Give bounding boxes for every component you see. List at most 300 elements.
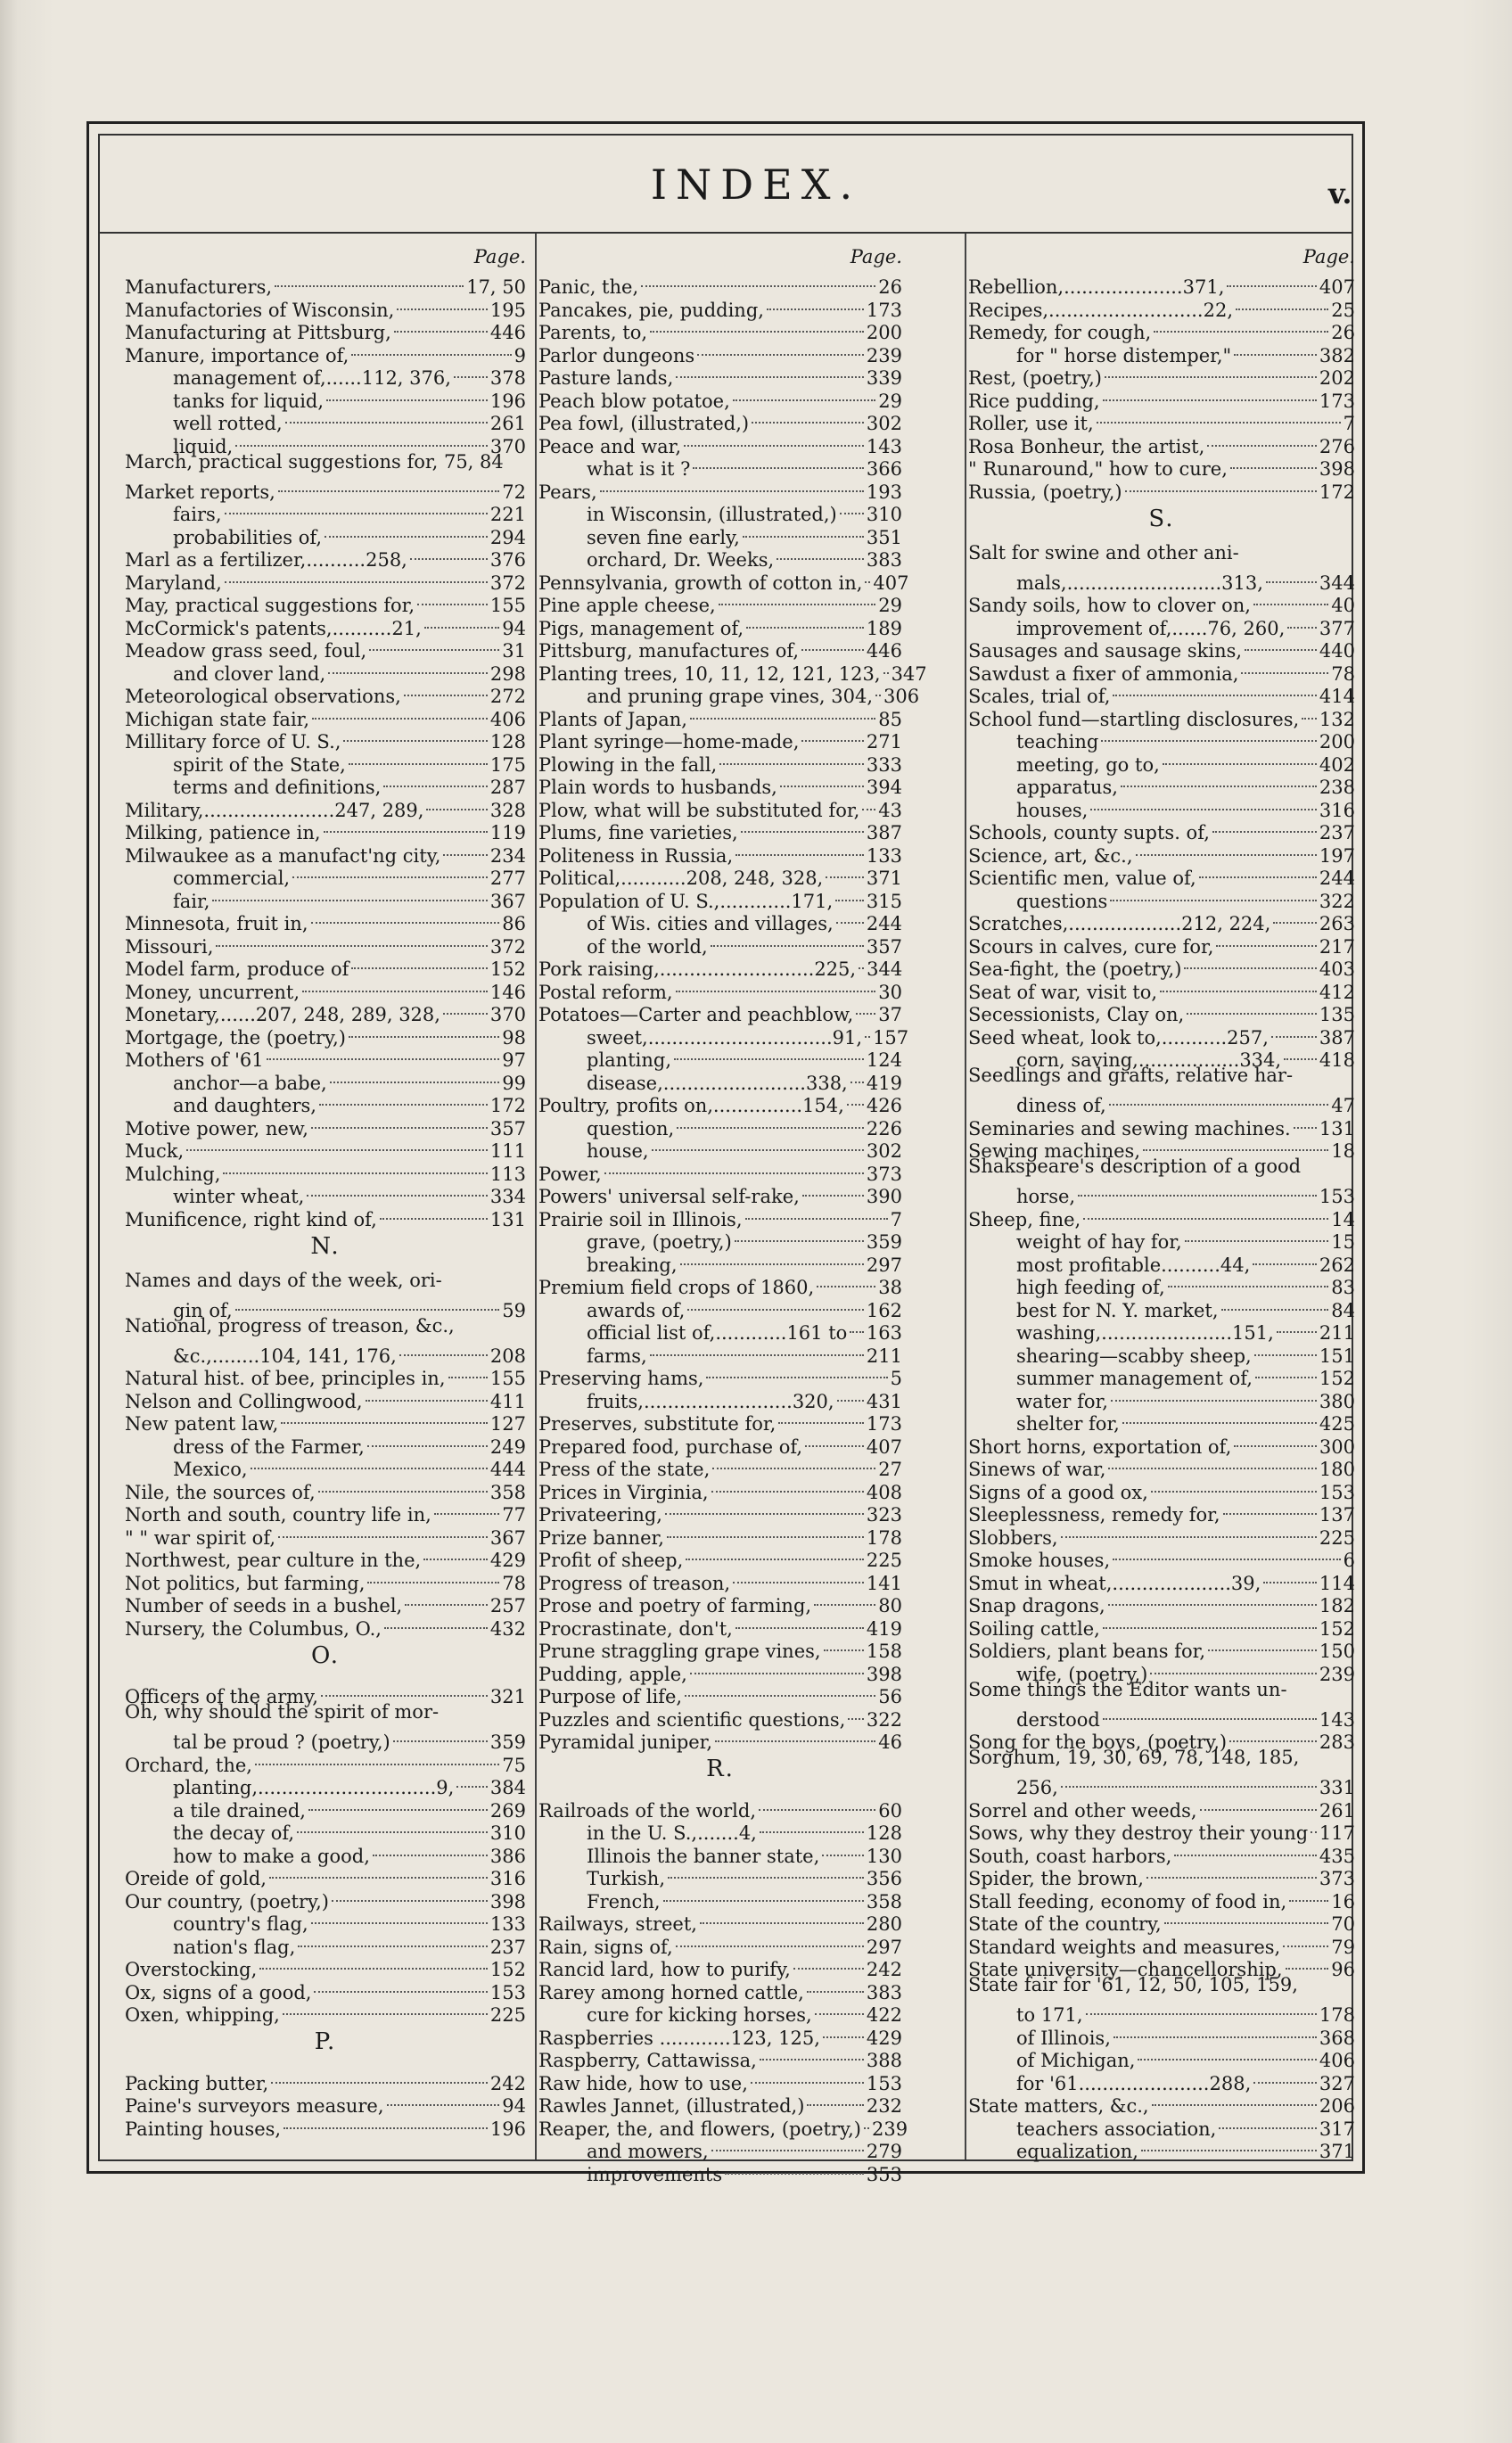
entry-text: Plant syringe—home-made, xyxy=(538,731,800,753)
dot-leader xyxy=(311,900,500,925)
entry-text: Potatoes—Carter and peachblow, xyxy=(538,1004,854,1025)
entry-page: 211 xyxy=(866,1345,902,1367)
entry-text: Seat of war, visit to, xyxy=(968,981,1158,1003)
entry-text: improvements xyxy=(587,2163,723,2185)
dot-leader xyxy=(319,1082,488,1106)
entry-text: to 171, xyxy=(1016,2004,1083,2026)
dot-leader xyxy=(1061,1513,1317,1538)
entry-text: Model farm, produce of xyxy=(125,958,349,980)
entry-text: Milwaukee as a manufact'ng city, xyxy=(125,844,441,867)
dot-leader xyxy=(1187,991,1317,1016)
entry-text: State fair for '61, 12, 50, 105, 159, xyxy=(968,1974,1298,1995)
entry-text: Rain, signs of, xyxy=(538,1936,673,1958)
dot-leader xyxy=(780,763,864,788)
entry-page: 357 xyxy=(866,935,902,958)
entry-text: Pancakes, pie, pudding, xyxy=(538,299,764,321)
entry-page: 261 xyxy=(1319,1799,1355,1822)
entry-page: 137 xyxy=(1319,1504,1355,1526)
entry-page: 297 xyxy=(866,1936,902,1958)
dot-leader xyxy=(883,649,889,674)
dot-leader xyxy=(424,604,500,629)
entry-page: 412 xyxy=(1319,981,1355,1003)
entry-text: Milking, patience in, xyxy=(125,822,321,843)
dot-leader xyxy=(1103,376,1317,401)
dot-leader xyxy=(826,854,864,879)
dot-leader xyxy=(665,1491,864,1516)
entry-text: &c.,........104, 141, 176, xyxy=(173,1345,397,1367)
entry-text: Spider, the brown, xyxy=(968,1868,1144,1889)
dot-leader xyxy=(283,1991,488,2016)
entry-page: 261 xyxy=(489,413,526,434)
entry-text: Pittsburg, manufactures of, xyxy=(538,640,800,662)
entry-text: winter wheat, xyxy=(173,1186,305,1207)
entry-page: 97 xyxy=(502,1049,526,1071)
entry-text: Oxen, whipping, xyxy=(125,2004,280,2026)
entry-page: 238 xyxy=(1319,777,1355,798)
entry-text: a tile drained, xyxy=(173,1799,306,1822)
entry-text: high feeding of, xyxy=(1016,1277,1165,1298)
entry-text: " " war spirit of, xyxy=(125,1526,276,1549)
entry-page: 217 xyxy=(1319,935,1355,958)
entry-text: and daughters, xyxy=(173,1095,316,1116)
entry-text: in Wisconsin, (illustrated,) xyxy=(587,504,837,525)
section-letter: O. xyxy=(310,1641,341,1669)
entry-text: Marl as a fertilizer,..........258, xyxy=(125,549,407,571)
entry-text: of Michigan, xyxy=(1016,2050,1136,2071)
dot-leader xyxy=(373,1831,488,1856)
dot-leader xyxy=(711,2127,864,2152)
entry-text: Sheep, fine, xyxy=(968,1208,1081,1230)
entry-page: 158 xyxy=(866,1641,902,1662)
entry-text: Rest, (poetry,) xyxy=(968,367,1102,389)
dot-leader xyxy=(251,1445,488,1470)
dot-leader xyxy=(667,1513,864,1538)
dot-leader xyxy=(275,263,464,288)
dot-leader xyxy=(212,876,487,901)
entry-page: 344 xyxy=(867,958,903,980)
dot-leader xyxy=(394,308,488,333)
entry-page: 141 xyxy=(866,1572,902,1594)
index-entry xyxy=(125,1292,526,1321)
entry-page: 257 xyxy=(489,1595,526,1616)
entry-text: gin of, xyxy=(173,1299,233,1321)
dot-leader xyxy=(650,1331,864,1356)
entry-text: washing,......................151, xyxy=(1016,1322,1274,1344)
entry-page: 29 xyxy=(878,390,902,412)
dot-leader xyxy=(1263,1559,1317,1583)
dot-leader xyxy=(1154,308,1328,333)
entry-text: Motive power, new, xyxy=(125,1117,308,1139)
entry-page: 429 xyxy=(489,1550,526,1571)
dot-leader xyxy=(269,1855,488,1880)
dot-leader xyxy=(281,1400,488,1425)
entry-page: 99 xyxy=(502,1072,526,1094)
dot-leader xyxy=(307,1172,488,1197)
entry-text: Pasture lands, xyxy=(538,367,674,389)
dot-leader xyxy=(328,649,488,674)
entry-page: 263 xyxy=(1319,913,1355,934)
dot-leader xyxy=(1125,467,1317,492)
dot-leader xyxy=(1174,1831,1317,1856)
entry-page: 425 xyxy=(1319,1413,1355,1435)
dot-leader xyxy=(835,876,864,901)
entry-text: Purpose of life, xyxy=(538,1686,683,1707)
entry-text: Mothers of '61 xyxy=(125,1049,264,1071)
dot-leader xyxy=(330,1058,500,1083)
entry-text: Meteorological observations, xyxy=(125,686,401,707)
dot-leader xyxy=(836,900,864,925)
entry-page: 446 xyxy=(866,640,902,662)
dot-leader xyxy=(1287,604,1317,629)
entry-text: Munificence, right kind of, xyxy=(125,1208,377,1230)
entry-text: Manufacturing at Pittsburg, xyxy=(125,322,391,343)
dot-leader xyxy=(817,1263,875,1288)
entry-page: 383 xyxy=(866,1981,902,2003)
dot-leader xyxy=(741,809,864,834)
entry-text: Rancid lard, how to purify, xyxy=(538,1959,791,1980)
entry-text: Soldiers, plant beans for, xyxy=(968,1641,1206,1662)
entry-text: terms and definitions, xyxy=(173,777,382,798)
entry-page: 43 xyxy=(878,799,902,821)
dot-leader xyxy=(1253,581,1328,606)
entry-text: Smut in wheat,....................39, xyxy=(968,1572,1261,1594)
entry-text: equalization, xyxy=(1016,2141,1138,2162)
dot-leader xyxy=(847,1082,864,1106)
entry-page: 446 xyxy=(489,322,526,343)
entry-page: 380 xyxy=(1319,1390,1355,1412)
entry-page: 403 xyxy=(1319,958,1355,980)
dot-leader xyxy=(641,263,875,288)
entry-page: 316 xyxy=(1319,799,1355,821)
dot-leader xyxy=(760,1809,864,1834)
dot-leader xyxy=(454,354,488,379)
entry-text: Plants of Japan, xyxy=(538,708,687,730)
entry-page: 153 xyxy=(866,2072,902,2094)
entry-text: nation's flag, xyxy=(173,1936,296,1958)
dot-leader xyxy=(668,1855,864,1880)
entry-text: Population of U. S.,............171, xyxy=(538,890,834,912)
page-label: Page. xyxy=(473,246,526,267)
entry-text: orchard, Dr. Weeks, xyxy=(587,549,775,571)
entry-text: March, practical suggestions for, 75, 84 xyxy=(125,450,504,473)
entry-page: 225 xyxy=(1319,1526,1355,1549)
entry-page: 306 xyxy=(883,686,920,707)
dot-leader xyxy=(393,1718,488,1743)
entry-text: fairs, xyxy=(173,504,222,525)
entry-text: and pruning grape vines, 304, xyxy=(587,686,874,707)
dot-leader xyxy=(767,285,864,310)
entry-text: Song for the boys, (poetry,) xyxy=(968,1731,1228,1753)
dot-leader xyxy=(1103,1604,1317,1629)
entry-page: 60 xyxy=(878,1799,902,1822)
entry-text: Manufactories of Wisconsin, xyxy=(125,299,395,321)
index-column-1 xyxy=(125,246,526,2140)
entry-page: 382 xyxy=(1319,344,1355,366)
entry-page: 226 xyxy=(866,1117,902,1139)
entry-text: Nelson and Collingwood, xyxy=(125,1390,363,1412)
entry-text: Mexico, xyxy=(173,1459,248,1480)
dot-leader xyxy=(1283,1922,1328,1947)
entry-text: Pea fowl, (illustrated,) xyxy=(538,413,750,434)
dot-leader xyxy=(321,1673,488,1698)
entry-page: 84 xyxy=(1331,1299,1355,1321)
entry-page: 383 xyxy=(866,549,902,571)
entry-page: 372 xyxy=(489,572,526,594)
dot-leader xyxy=(1101,718,1317,743)
entry-page: 408 xyxy=(866,1481,902,1503)
dot-leader xyxy=(746,604,864,629)
dot-leader xyxy=(308,1786,488,1811)
entry-text: Oh, why should the spirit of mor- xyxy=(125,1701,440,1723)
entry-text: question, xyxy=(587,1117,675,1139)
dot-leader xyxy=(366,1377,488,1402)
entry-text: Ox, signs of a good, xyxy=(125,1981,312,2003)
dot-leader xyxy=(815,1991,864,2016)
entry-text: for '61......................288, xyxy=(1016,2072,1252,2094)
entry-text: Peace and war, xyxy=(538,435,682,457)
entry-text: Standard weights and measures, xyxy=(968,1936,1281,1958)
entry-text: the decay of, xyxy=(173,1822,295,1844)
entry-text: Names and days of the week, ori- xyxy=(125,1269,442,1291)
entry-page: 367 xyxy=(489,1526,526,1549)
entry-page: 111 xyxy=(489,1140,526,1162)
entry-text: and clover land, xyxy=(173,662,326,685)
section-letter: S. xyxy=(1148,505,1175,532)
dot-leader xyxy=(349,740,488,765)
entry-text: McCormick's patents,..........21, xyxy=(125,617,422,639)
entry-text: Some things the Editor wants un- xyxy=(968,1678,1287,1700)
entry-text: Peach blow potatoe, xyxy=(538,390,730,412)
entry-page: 406 xyxy=(1319,2050,1355,2071)
entry-page: 358 xyxy=(489,1481,526,1503)
dot-leader xyxy=(1097,399,1341,424)
dot-leader xyxy=(850,1058,864,1083)
entry-page: 29 xyxy=(878,595,902,616)
dot-leader xyxy=(1208,1627,1317,1652)
entry-text: Manure, importance of, xyxy=(125,344,349,366)
entry-text: Mortgage, the (poetry,) xyxy=(125,1026,347,1049)
dot-leader xyxy=(318,1468,488,1493)
entry-page: 152 xyxy=(489,958,526,980)
dot-leader xyxy=(1199,854,1317,879)
entry-text: Snap dragons, xyxy=(968,1595,1105,1616)
entry-page: 411 xyxy=(489,1390,526,1412)
entry-text: Market reports, xyxy=(125,481,275,503)
entry-text: planting, xyxy=(587,1049,672,1071)
entry-text: corn, saving,.................334, xyxy=(1016,1049,1282,1071)
entry-page: 347 xyxy=(891,662,927,685)
entry-text: Sawdust a fixer of ammonia, xyxy=(968,662,1239,685)
header-rule xyxy=(98,232,1353,234)
entry-page: 31 xyxy=(502,640,526,662)
entry-text: Turkish, xyxy=(587,1868,665,1889)
dot-leader xyxy=(311,1900,488,1925)
entry-text: houses, xyxy=(1016,799,1089,821)
dot-leader xyxy=(1230,445,1317,470)
entry-page: 153 xyxy=(489,1981,526,2003)
entry-page: 371 xyxy=(1319,2141,1355,2162)
dot-leader xyxy=(443,831,487,856)
entry-page: 180 xyxy=(1319,1459,1355,1480)
entry-text: Schools, county supts. of, xyxy=(968,822,1210,843)
entry-text: National, progress of treason, &c., xyxy=(125,1314,455,1337)
entry-text: Plain words to husbands, xyxy=(538,777,777,798)
entry-text: how to make a good, xyxy=(173,1845,370,1867)
dot-leader xyxy=(777,536,864,561)
entry-text: Power, xyxy=(538,1163,602,1185)
dot-leader xyxy=(351,331,511,356)
entry-text: Sinews of war, xyxy=(968,1459,1106,1480)
entry-text: mals,..........................313, xyxy=(1016,572,1263,594)
entry-text: Prices in Virginia, xyxy=(538,1481,709,1503)
column-divider xyxy=(965,234,966,2159)
entry-text: Pudding, apple, xyxy=(538,1663,687,1685)
entry-text: Monetary,......207, 248, 289, 328, xyxy=(125,1004,440,1025)
entry-text: Russia, (poetry,) xyxy=(968,481,1122,503)
entry-text: Prune straggling grape vines, xyxy=(538,1641,821,1662)
entry-page: 94 xyxy=(502,617,526,639)
entry-text: Seed wheat, look to,...........257, xyxy=(968,1026,1269,1049)
entry-page: 356 xyxy=(866,1868,902,1889)
entry-text: New patent law, xyxy=(125,1413,279,1435)
entry-page: 86 xyxy=(502,913,526,934)
entry-page: 75 xyxy=(502,1754,526,1776)
entry-text: Postal reform, xyxy=(538,981,673,1003)
entry-text: Manufacturers, xyxy=(125,276,273,298)
entry-text: Premium field crops of 1860, xyxy=(538,1277,815,1298)
entry-page: 398 xyxy=(866,1663,902,1685)
dot-leader xyxy=(680,1240,864,1265)
entry-text: Scratches,...................212, 224, xyxy=(968,913,1271,934)
dot-leader xyxy=(1234,1422,1317,1447)
dot-leader xyxy=(1255,1354,1317,1379)
entry-page: 242 xyxy=(866,1959,902,1980)
entry-page: 14 xyxy=(1331,1208,1355,1230)
entry-text: South, coast harbors, xyxy=(968,1845,1172,1867)
dot-leader xyxy=(1121,763,1317,788)
entry-page: 387 xyxy=(866,822,902,843)
entry-page: 435 xyxy=(1319,1845,1355,1867)
dot-leader xyxy=(448,1354,488,1379)
entry-page: 386 xyxy=(489,1845,526,1867)
section-letter: N. xyxy=(310,1232,341,1260)
dot-leader xyxy=(405,1582,488,1607)
dot-leader xyxy=(700,1900,864,1925)
dot-leader xyxy=(1277,1309,1317,1334)
entry-page: 432 xyxy=(489,1617,526,1640)
entry-text: seven fine early, xyxy=(587,526,740,548)
dot-leader xyxy=(1302,695,1317,720)
entry-page: 407 xyxy=(873,572,909,594)
dot-leader xyxy=(380,1195,488,1220)
entry-page: 119 xyxy=(489,822,526,843)
entry-text: apparatus, xyxy=(1016,777,1118,798)
dot-leader xyxy=(225,558,488,583)
dot-leader xyxy=(1078,1172,1317,1197)
entry-text: Sewing machines, xyxy=(968,1140,1140,1162)
dot-leader xyxy=(1229,1718,1317,1743)
entry-text: Sorghum, 19, 30, 69, 78, 148, 185, xyxy=(968,1747,1300,1768)
dot-leader xyxy=(1113,672,1317,697)
entry-text: Prepared food, purchase of, xyxy=(538,1435,803,1458)
entry-text: official list of,............161 to xyxy=(587,1322,848,1344)
dot-leader xyxy=(1086,1991,1317,2016)
entry-page: 5 xyxy=(890,1368,902,1389)
dot-leader xyxy=(298,1922,488,1947)
entry-page: 317 xyxy=(1319,2118,1355,2140)
entry-page: 56 xyxy=(878,1686,902,1707)
dot-leader xyxy=(760,2036,864,2061)
entry-text: Shakspeare's description of a good xyxy=(968,1156,1302,1177)
entry-page: 46 xyxy=(878,1731,902,1753)
dot-leader xyxy=(1234,331,1317,356)
entry-page: 9 xyxy=(514,344,526,366)
entry-text: State matters, &c., xyxy=(968,2095,1149,2117)
entry-page: 162 xyxy=(866,1299,902,1321)
entry-text: Progress of treason, xyxy=(538,1572,731,1594)
entry-text: Prose and poetry of farming, xyxy=(538,1595,812,1616)
entry-text: planting,..............................9, xyxy=(173,1777,455,1798)
dot-leader xyxy=(369,627,499,652)
entry-page: 155 xyxy=(489,1368,526,1389)
entry-text: Raw hide, how to use, xyxy=(538,2072,748,2094)
entry-page: 178 xyxy=(1319,2004,1355,2026)
entry-text: questions xyxy=(1016,890,1108,912)
entry-page: 150 xyxy=(1319,1641,1355,1662)
entry-text: Northwest, pear culture in the, xyxy=(125,1550,422,1571)
dot-leader xyxy=(693,445,864,470)
dot-leader xyxy=(259,1945,488,1970)
entry-page: 377 xyxy=(1319,617,1355,639)
entry-page: 78 xyxy=(1331,662,1355,685)
dot-leader xyxy=(326,376,488,401)
entry-page: 80 xyxy=(878,1595,902,1616)
dot-leader xyxy=(711,922,864,947)
entry-page: 244 xyxy=(1319,868,1355,889)
dot-leader xyxy=(351,945,488,970)
entry-page: 25 xyxy=(1331,299,1355,321)
dot-leader xyxy=(676,354,864,379)
dot-leader xyxy=(1254,1331,1317,1356)
entry-text: breaking, xyxy=(587,1254,678,1276)
entry-page: 294 xyxy=(489,526,526,548)
dot-leader xyxy=(325,513,488,538)
entry-page: 298 xyxy=(489,662,526,685)
entry-text: Slobbers, xyxy=(968,1526,1058,1549)
entry-page: 334 xyxy=(489,1186,526,1207)
dot-leader xyxy=(677,1104,864,1129)
entry-page: 310 xyxy=(866,504,902,525)
entry-page: 353 xyxy=(866,2163,902,2185)
entry-text: Railroads of the world, xyxy=(538,1799,756,1822)
entry-text: School fund—startling disclosures, xyxy=(968,708,1300,730)
dot-leader xyxy=(1108,1445,1316,1470)
entry-text: Maryland, xyxy=(125,572,222,594)
entry-page: 173 xyxy=(866,299,902,321)
entry-text: Sows, why they destroy their young xyxy=(968,1822,1309,1844)
index-entry xyxy=(125,1679,526,1707)
entry-text: farms, xyxy=(587,1345,647,1367)
entry-text: Seminaries and sewing machines. xyxy=(968,1117,1291,1139)
dot-leader xyxy=(735,1604,864,1629)
entry-page: 372 xyxy=(489,935,526,958)
entry-page: 242 xyxy=(489,2072,526,2094)
dot-leader xyxy=(685,1673,875,1698)
entry-text: teachers association, xyxy=(1016,2118,1217,2140)
entry-page: 117 xyxy=(1319,1822,1355,1844)
entry-page: 70 xyxy=(1331,1913,1355,1935)
entry-page: 271 xyxy=(866,731,902,753)
